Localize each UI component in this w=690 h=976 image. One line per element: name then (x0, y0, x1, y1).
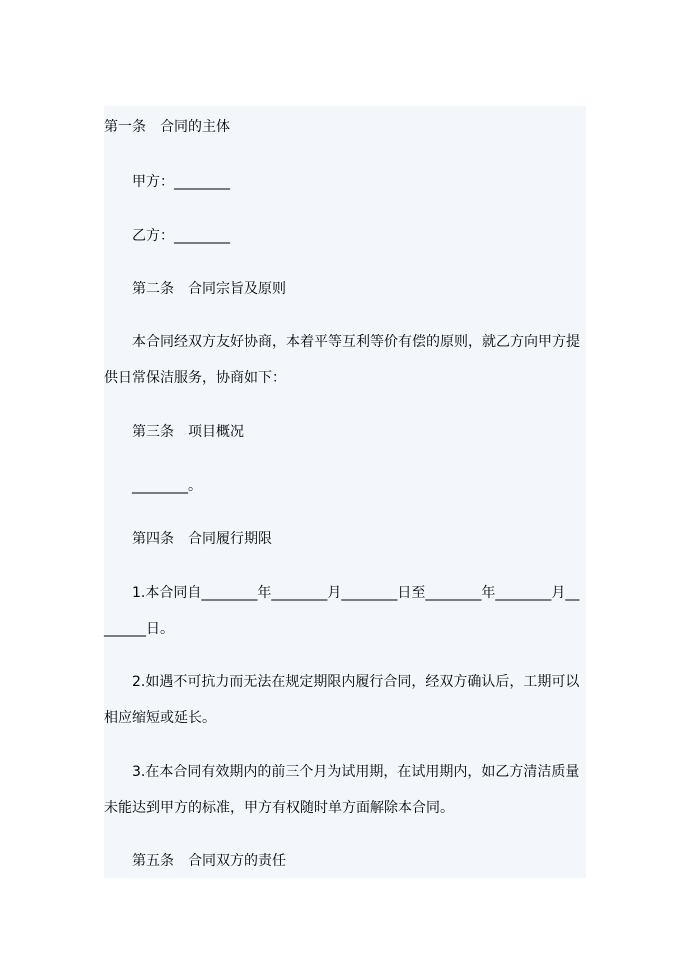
article-number: 第四条 (132, 531, 174, 547)
article-4-item-2-line-1: 2.如遇不可抗力而无法在规定期限内履行合同，经双方确认后，工期可以 (132, 674, 580, 690)
article-3-heading (132, 423, 244, 441)
article-5-heading (132, 852, 286, 870)
article-4-heading (132, 530, 272, 548)
article-title: 合同双方的责任 (188, 853, 286, 869)
article-title: 合同履行期限 (188, 531, 272, 547)
article-title: 合同宗旨及原则 (188, 281, 286, 297)
article-number: 第五条 (132, 853, 174, 869)
article-number: 第二条 (132, 281, 174, 297)
article-4-item-1-line-2: ______日。 (104, 621, 174, 637)
article-4-item-3-line-1: 3.在本合同有效期内的前三个月为试用期，在试用期内，如乙方清洁质量 (132, 764, 580, 780)
article-2-body-line-2: 供日常保洁服务，协商如下： (104, 370, 286, 386)
article-3-body: ________。 (132, 478, 202, 494)
article-4-item-2-line-2: 相应缩短或延长。 (104, 710, 216, 726)
article-title: 项目概况 (188, 424, 244, 440)
article-number: 第一条 (104, 119, 146, 135)
article-1-heading (104, 118, 230, 136)
article-2-heading (132, 280, 286, 298)
article-4-item-1-line-1: 1.本合同自________年________月________日至________年________月__ (132, 585, 580, 601)
article-title: 合同的主体 (160, 119, 230, 135)
party-b-line: 乙方：________ (132, 228, 230, 244)
article-number: 第三条 (132, 424, 174, 440)
article-2-body-line-1: 本合同经双方友好协商，本着平等互利等价有偿的原则，就乙方向甲方提 (132, 334, 580, 350)
party-a-line: 甲方：________ (132, 174, 230, 190)
article-4-item-3-line-2: 未能达到甲方的标准，甲方有权随时单方面解除本合同。 (104, 800, 454, 816)
